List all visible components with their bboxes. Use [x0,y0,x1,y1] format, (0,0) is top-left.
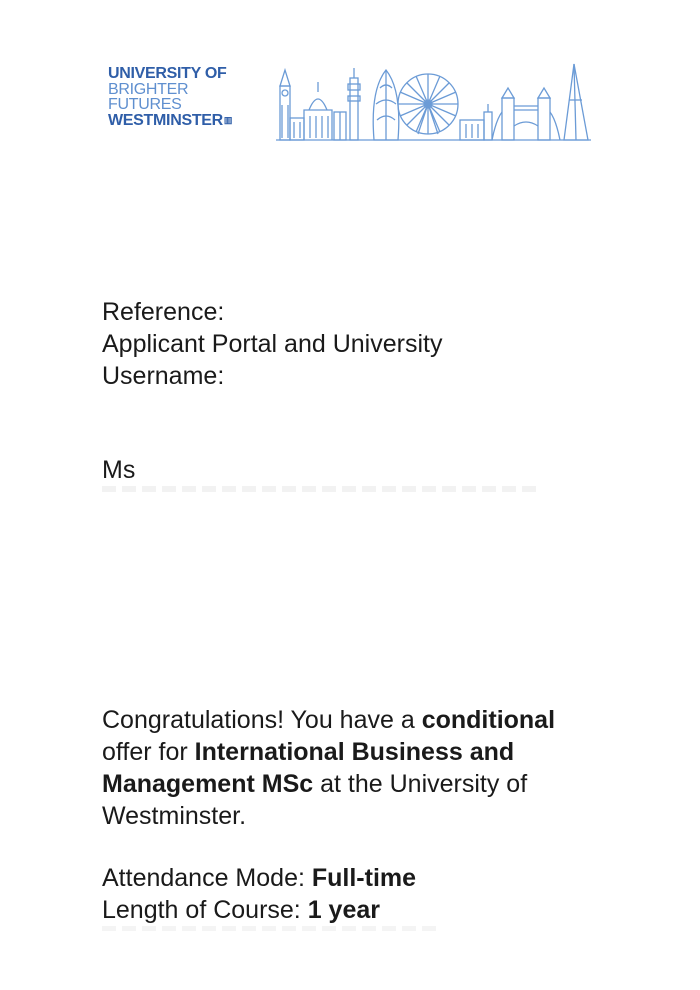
length-value: 1 year [307,896,380,924]
redacted-name [102,486,542,492]
logo-line-1: UNIVERSITY OF [108,65,227,82]
username-label: Username: [102,362,225,390]
offer-text-2: offer for [102,738,195,766]
letter-header [108,60,593,146]
salutation: Ms [102,456,136,484]
logo-line-3: FUTURES [108,96,182,113]
attendance-value: Full-time [311,864,417,892]
course-details [102,862,416,926]
university-logo [108,66,232,128]
attendance-row [102,862,416,894]
london-skyline-icon [276,60,591,146]
attendance-label: Attendance Mode: [102,864,312,892]
logo-line-4: WESTMINSTER [108,111,223,129]
length-row [102,894,416,926]
offer-paragraph [102,704,602,832]
reference-label: Reference: [102,298,225,326]
offer-type: conditional [421,706,556,734]
logo-line-2: BRIGHTER [108,80,189,98]
offer-text-3: at the University of Westminster. [102,770,528,830]
redacted-line [102,926,442,931]
logo-mark-icon: ▥ [223,114,233,125]
applicant-portal-label: Applicant Portal and University [102,330,443,358]
reference-block [102,296,442,392]
offer-text-1: Congratulations! You have a [102,706,422,734]
length-label: Length of Course: [102,896,308,924]
course-name: International Business and Management MSc [102,738,515,798]
